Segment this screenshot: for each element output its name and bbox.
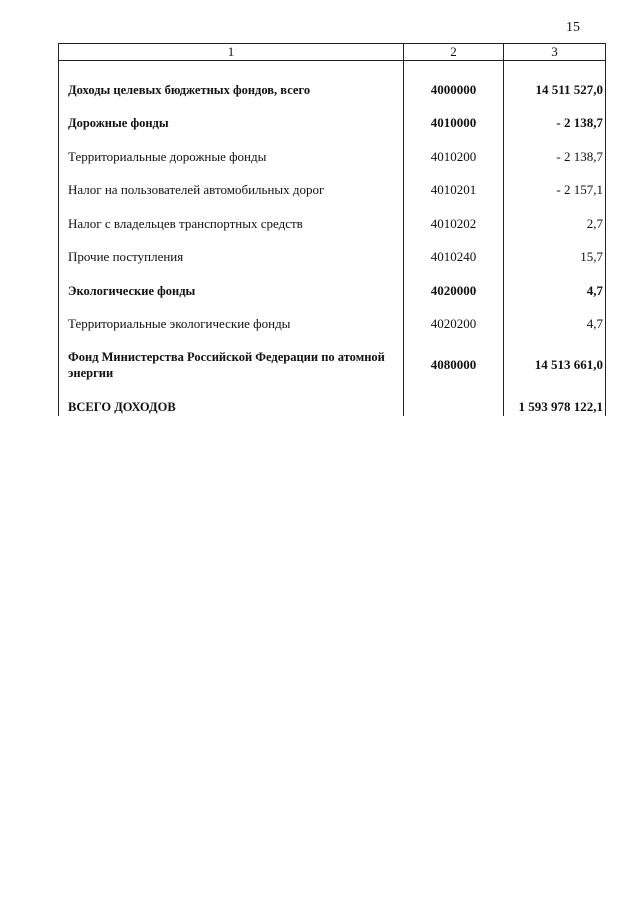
row-code: 4020000: [404, 274, 504, 308]
page-number: 15: [566, 20, 580, 35]
row-amount: - 2 138,7: [504, 107, 606, 141]
row-name: Налог на пользователей автомобильных дорог: [59, 174, 404, 208]
row-code: 4020200: [404, 308, 504, 342]
column-header-2: 2: [404, 44, 504, 61]
row-amount: 14 513 661,0: [504, 341, 606, 389]
row-name: Экологические фонды: [59, 274, 404, 308]
table-row: [59, 274, 606, 308]
row-name: Фонд Министерства Российской Федерации по атомной энергии: [59, 341, 404, 389]
table-row: [59, 308, 606, 342]
row-code: 4010201: [404, 174, 504, 208]
table-row: [59, 341, 606, 389]
row-name: Доходы целевых бюджетных фондов, всего: [59, 73, 404, 107]
table-header-row: [59, 44, 606, 61]
table-row: [59, 107, 606, 141]
row-code: [404, 389, 504, 416]
table-row: [59, 241, 606, 275]
row-amount: 14 511 527,0: [504, 73, 606, 107]
table-row: [59, 207, 606, 241]
table-spacer-row: [59, 61, 606, 74]
row-name: ВСЕГО ДОХОДОВ: [59, 389, 404, 416]
row-amount: 1 593 978 122,1: [504, 389, 606, 416]
row-code: 4010202: [404, 207, 504, 241]
row-code: 4010200: [404, 140, 504, 174]
row-name: Дорожные фонды: [59, 107, 404, 141]
table-row: [59, 174, 606, 208]
table-row-total: [59, 389, 606, 416]
row-amount: 15,7: [504, 241, 606, 275]
row-code: 4010000: [404, 107, 504, 141]
table-row: [59, 73, 606, 107]
row-code: 4010240: [404, 241, 504, 275]
row-amount: - 2 138,7: [504, 140, 606, 174]
table-row: [59, 140, 606, 174]
row-code: 4080000: [404, 341, 504, 389]
row-name: Территориальные экологические фонды: [59, 308, 404, 342]
row-code: 4000000: [404, 73, 504, 107]
row-name: Территориальные дорожные фонды: [59, 140, 404, 174]
row-name: Прочие поступления: [59, 241, 404, 275]
row-amount: 4,7: [504, 274, 606, 308]
row-amount: 4,7: [504, 308, 606, 342]
row-amount: 2,7: [504, 207, 606, 241]
revenue-table: [58, 43, 606, 416]
column-header-1: 1: [59, 44, 404, 61]
row-amount: - 2 157,1: [504, 174, 606, 208]
row-name: Налог с владельцев транспортных средств: [59, 207, 404, 241]
column-header-3: 3: [504, 44, 606, 61]
